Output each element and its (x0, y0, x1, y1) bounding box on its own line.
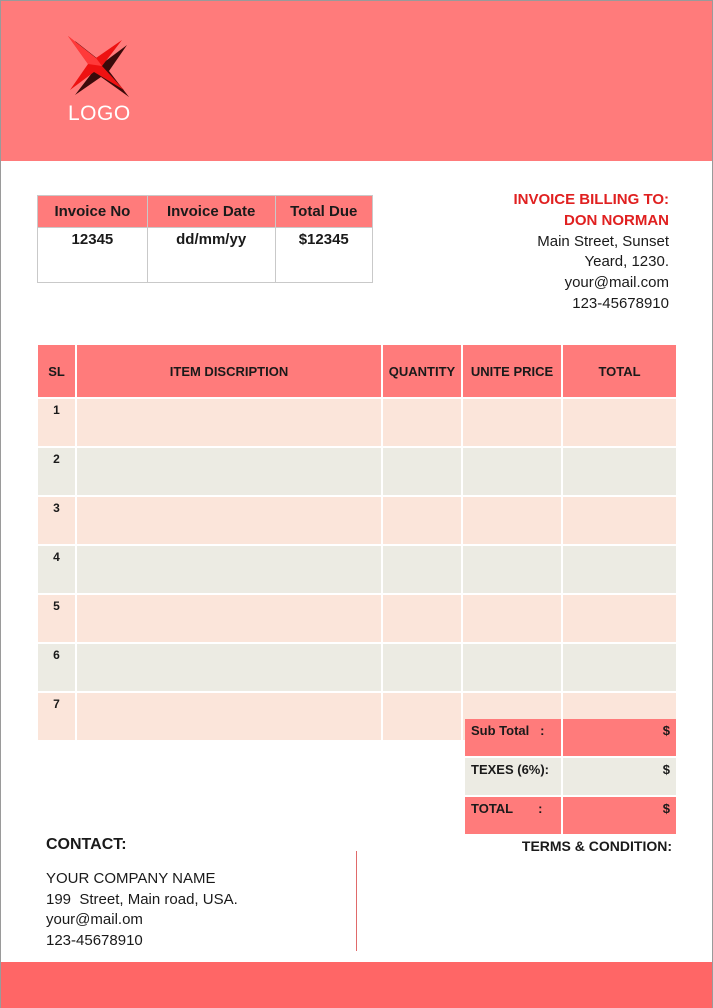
star-logo-icon (66, 34, 130, 98)
table-row (38, 448, 676, 497)
contact-title: CONTACT: (46, 836, 127, 853)
row-sl: 2 (38, 448, 77, 497)
total-header: TOTAL (563, 345, 676, 399)
row-unit-price[interactable] (463, 546, 563, 595)
unit-price-header: UNITE PRICE (463, 345, 563, 399)
row-total[interactable] (563, 399, 676, 448)
billing-address-line1: Main Street, Sunset (537, 232, 669, 250)
row-total[interactable] (563, 644, 676, 693)
row-description[interactable] (77, 497, 383, 546)
row-quantity[interactable] (383, 546, 463, 595)
logo-text: LOGO (68, 102, 131, 125)
table-row (38, 497, 676, 546)
items-table (38, 345, 676, 742)
footer-band (1, 962, 712, 1008)
billing-phone: 123-45678910 (572, 294, 669, 312)
row-description[interactable] (77, 448, 383, 497)
total-row (465, 797, 676, 836)
total-label: TOTAL : (465, 797, 563, 836)
row-quantity[interactable] (383, 693, 463, 742)
row-sl: 6 (38, 644, 77, 693)
row-quantity[interactable] (383, 644, 463, 693)
terms-title: TERMS & CONDITION: (521, 838, 672, 854)
row-description[interactable] (77, 595, 383, 644)
row-sl: 5 (38, 595, 77, 644)
total-value[interactable]: $ (563, 797, 676, 836)
row-quantity[interactable] (383, 595, 463, 644)
row-unit-price[interactable] (463, 644, 563, 693)
item-description-header: ITEM DISCRIPTION (77, 345, 383, 399)
total-due-header: Total Due (275, 196, 373, 228)
subtotal-label: Sub Total : (465, 719, 563, 758)
contact-phone: 123-45678910 (46, 931, 143, 949)
table-row (38, 546, 676, 595)
row-unit-price[interactable] (463, 448, 563, 497)
contact-email: your@mail.om (46, 911, 143, 928)
row-unit-price[interactable] (463, 595, 563, 644)
contact-address: 199 Street, Main road, USA. (46, 890, 238, 908)
billing-title: INVOICE BILLING TO: (513, 191, 669, 208)
invoice-no-header: Invoice No (38, 196, 148, 228)
billing-block (513, 190, 669, 315)
row-sl: 3 (38, 497, 77, 546)
row-quantity[interactable] (383, 497, 463, 546)
taxes-label: TEXES (6%): (465, 758, 563, 797)
contact-block (46, 869, 238, 951)
invoice-info-table (37, 195, 373, 283)
row-total[interactable] (563, 595, 676, 644)
row-sl: 4 (38, 546, 77, 595)
sl-header: SL (38, 345, 77, 399)
vertical-divider (356, 851, 357, 951)
row-sl: 7 (38, 693, 77, 742)
row-quantity[interactable] (383, 448, 463, 497)
table-row (38, 399, 676, 448)
row-description[interactable] (77, 693, 383, 742)
taxes-row (465, 758, 676, 797)
taxes-value[interactable]: $ (563, 758, 676, 797)
subtotal-row (465, 719, 676, 758)
row-total[interactable] (563, 546, 676, 595)
totals-table (465, 719, 676, 836)
row-sl: 1 (38, 399, 77, 448)
billing-name: DON NORMAN (564, 211, 669, 229)
row-description[interactable] (77, 399, 383, 448)
row-total[interactable] (563, 497, 676, 546)
invoice-date-header: Invoice Date (147, 196, 275, 228)
invoice-no-value: 12345 (38, 228, 148, 283)
subtotal-value[interactable]: $ (563, 719, 676, 758)
contact-company: YOUR COMPANY NAME (46, 870, 216, 887)
row-description[interactable] (77, 546, 383, 595)
billing-email: your@mail.com (564, 274, 669, 292)
total-due-value: $12345 (275, 228, 373, 283)
table-row (38, 595, 676, 644)
row-unit-price[interactable] (463, 497, 563, 546)
invoice-date-value: dd/mm/yy (147, 228, 275, 283)
row-unit-price[interactable] (463, 399, 563, 448)
row-quantity[interactable] (383, 399, 463, 448)
billing-address-line2: Yeard, 1230. (584, 253, 669, 271)
quantity-header: QUANTITY (383, 345, 463, 399)
row-total[interactable] (563, 448, 676, 497)
row-description[interactable] (77, 644, 383, 693)
table-row (38, 644, 676, 693)
